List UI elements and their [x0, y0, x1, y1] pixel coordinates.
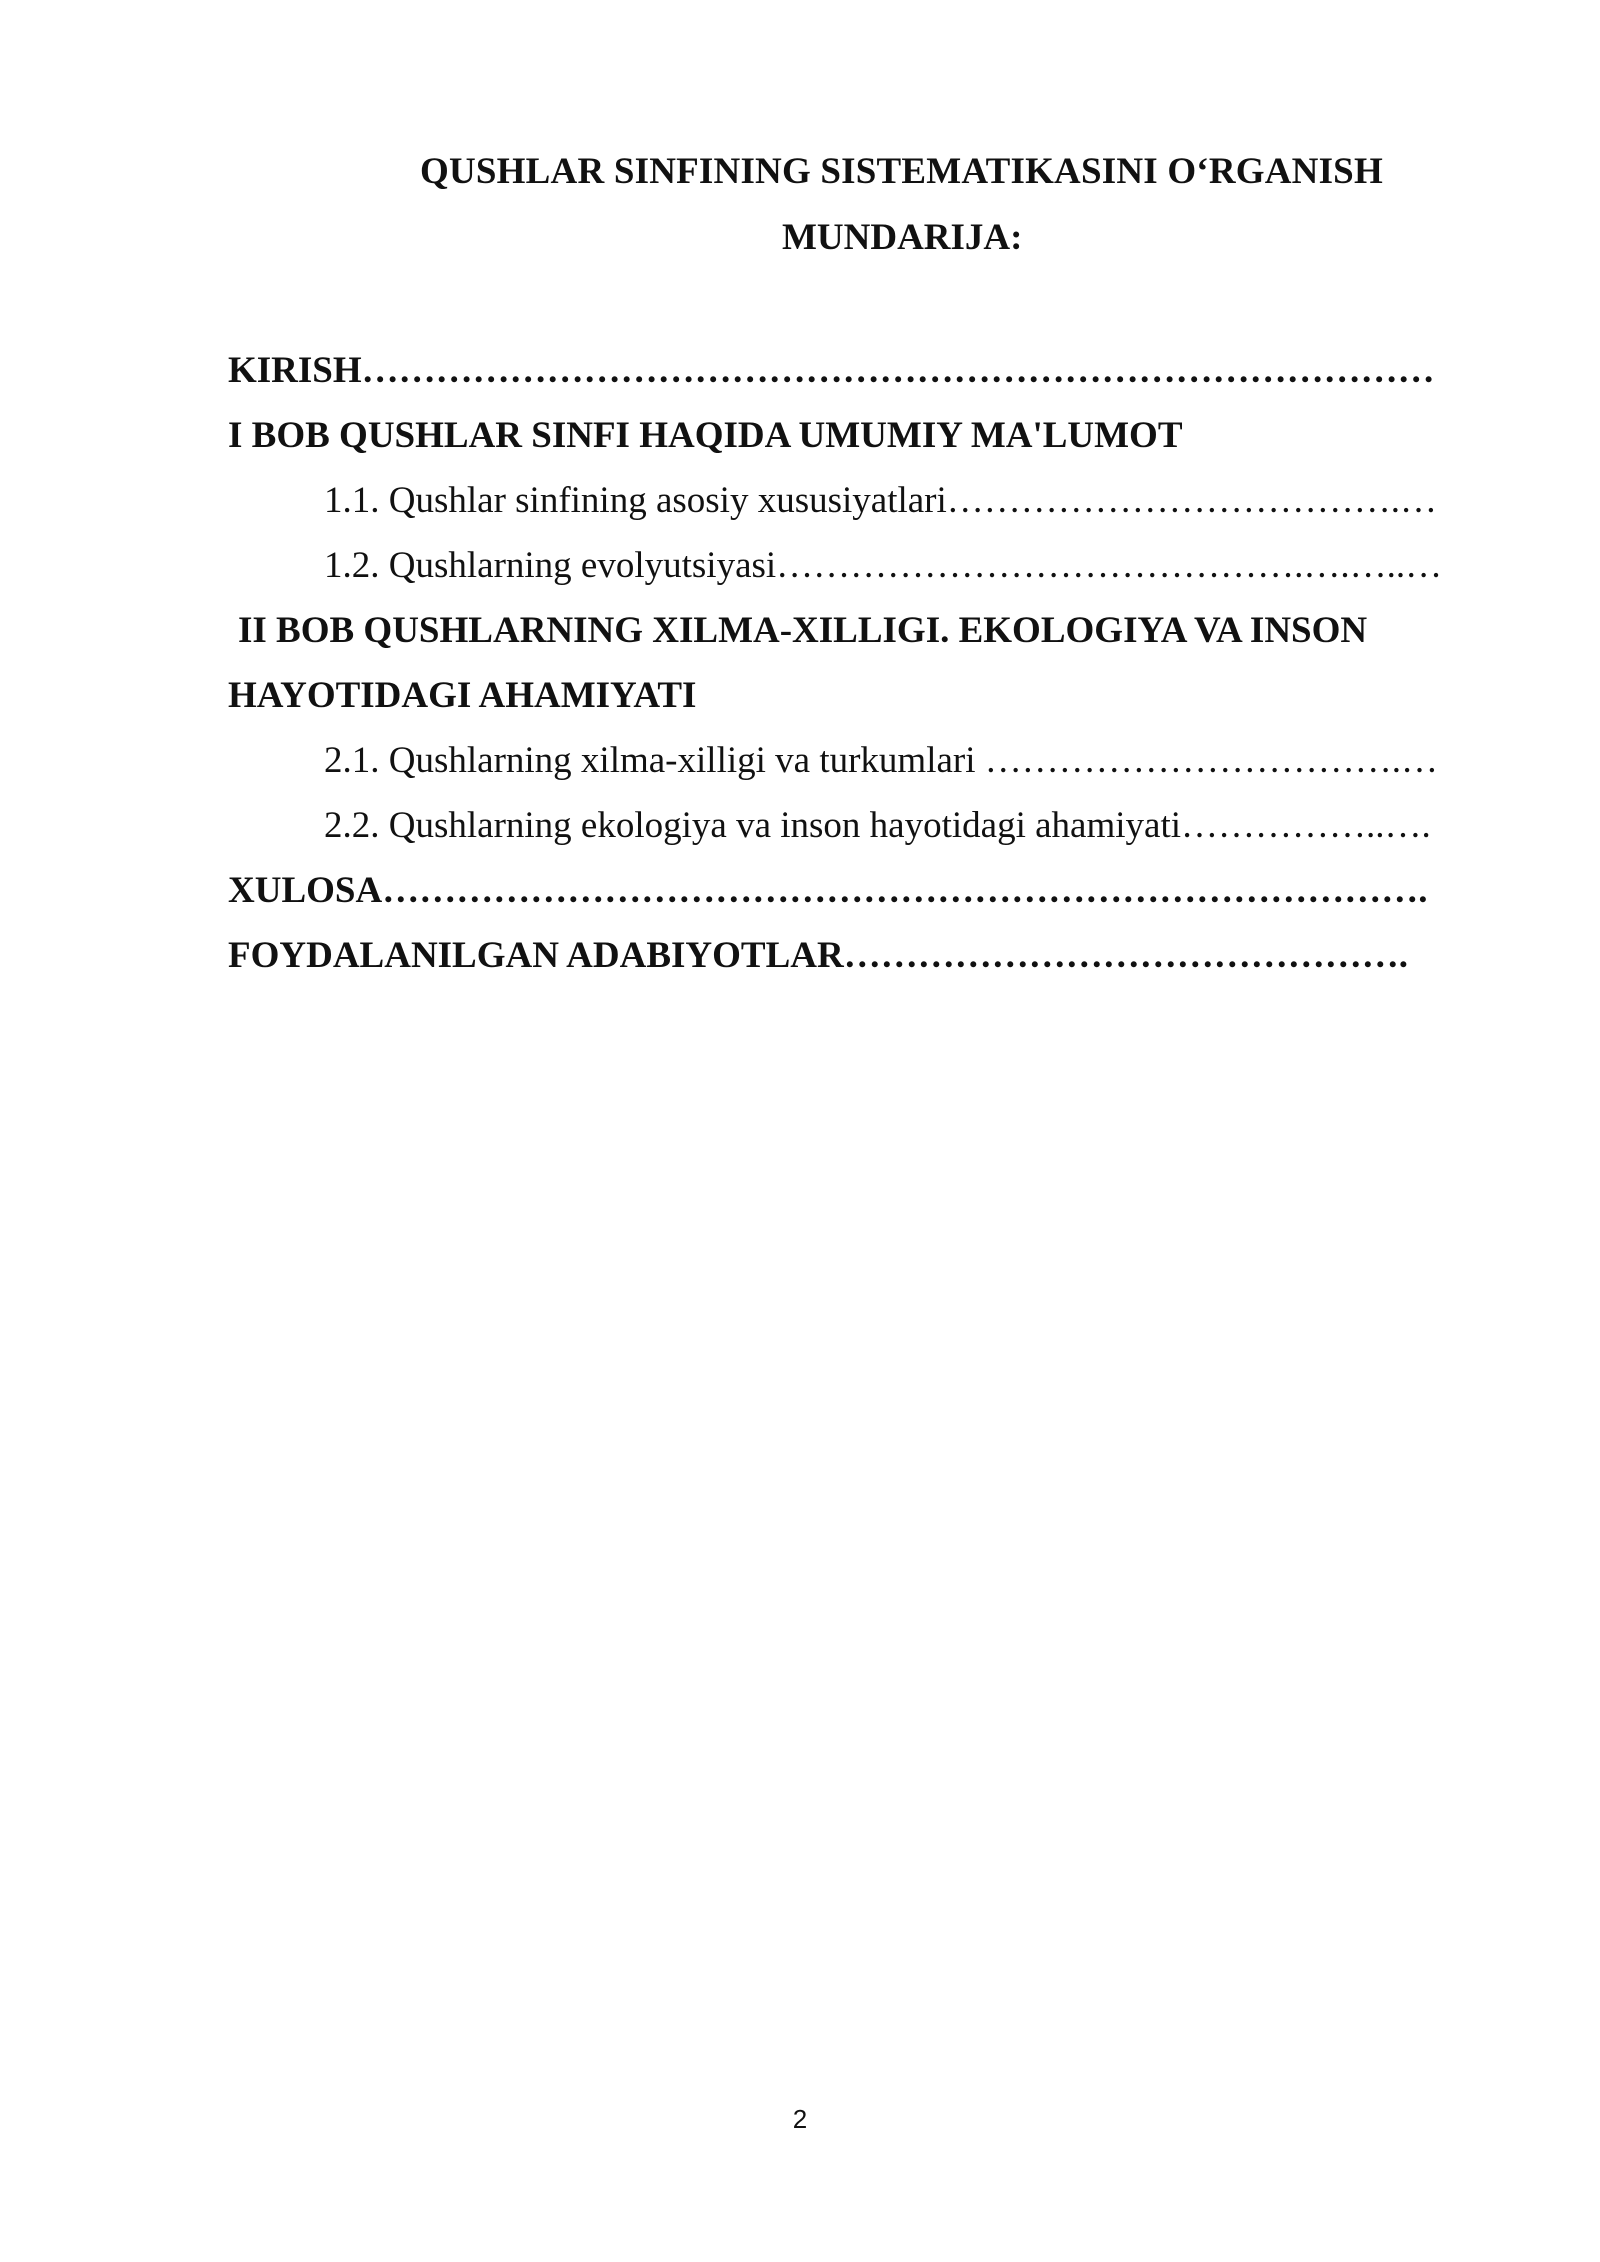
- document-title: QUSHLAR SINFINING SISTEMATIKASINI O‘RGANISH: [420, 151, 1383, 192]
- toc-heading: MUNDARIJA:: [782, 217, 1023, 258]
- toc-entry-2-1: 2.1. Qushlarning xilma-xilligi va turkumlari …………………………….…: [324, 740, 1439, 781]
- toc-entry-chapter-2: II BOB QUSHLARNING XILMA-XILLIGI. EKOLOGIYA VA INSON: [238, 610, 1368, 651]
- toc-entry-references: FOYDALANILGAN ADABIYOTLAR……………………………………….: [228, 935, 1408, 976]
- page-number: 2: [792, 2104, 808, 2134]
- toc-entry-kirish: KIRISH……………………………………………………………………………: [228, 350, 1435, 391]
- table-of-contents: [228, 338, 1488, 988]
- toc-entry-chapter-2-cont: HAYOTIDAGI AHAMIYATI: [228, 675, 697, 716]
- toc-entry-1-2: 1.2. Qushlarning evolyutsiyasi…………………………………….….…..…: [324, 545, 1443, 586]
- toc-entry-2-2: 2.2. Qushlarning ekologiya va inson hayotidagi ahamiyati……………..….: [324, 805, 1431, 846]
- toc-entry-xulosa: XULOSA………………………………………………………………………….: [228, 870, 1428, 911]
- toc-entry-chapter-1: I BOB QUSHLAR SINFI HAQIDA UMUMIY MA'LUMOT: [228, 415, 1183, 456]
- toc-entry-1-1: 1.1. Qushlar sinfining asosiy xususiyatlari……………………………….…: [324, 480, 1438, 521]
